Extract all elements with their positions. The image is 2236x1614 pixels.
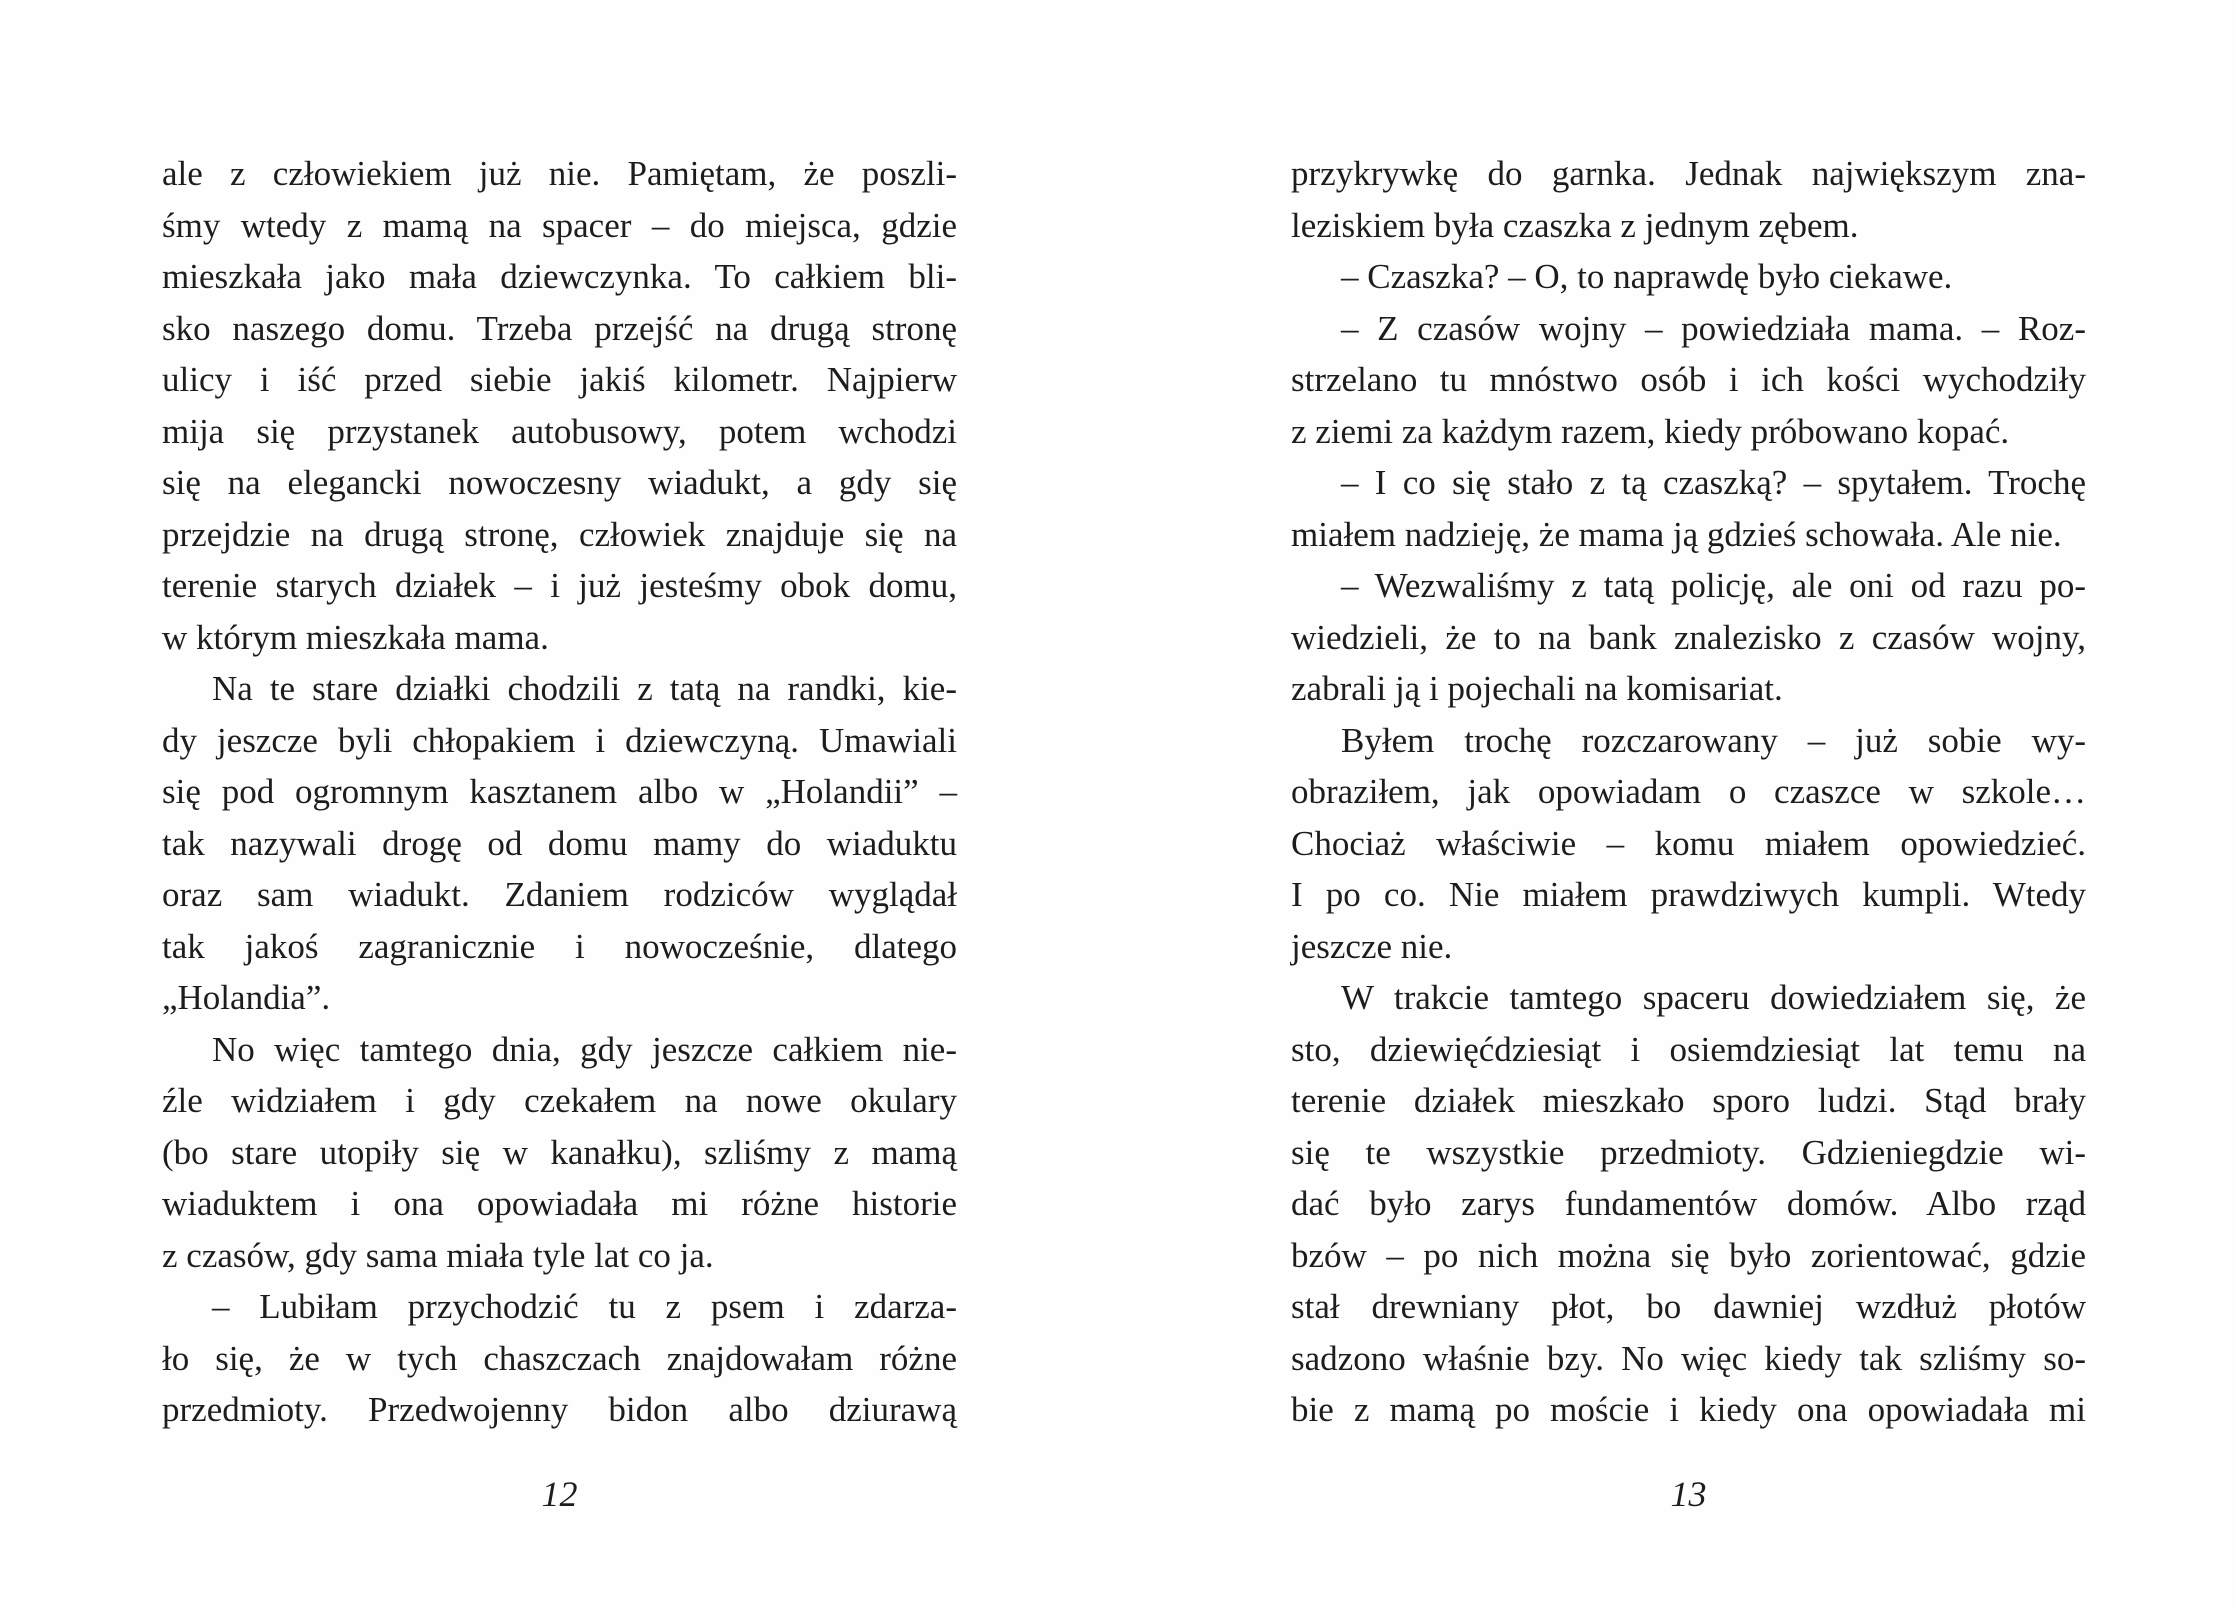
text-line: dać było zarys fundamentów domów. Albo rząd [1291,1184,2086,1223]
text-line: zabrali ją i pojechali na komisariat. [1291,669,1783,708]
text-line: ło się, że w tych chaszczach znajdowałam różne [162,1338,957,1378]
text-line: oraz sam wiadukt. Zdaniem rodziców wyglądał [162,875,957,914]
text-line: z czasów, gdy sama miała tyle lat co ja. [162,1235,714,1275]
text-line: – Lubiłam przychodzić tu z psem i zdarza- [212,1287,957,1326]
text-line: jeszcze nie. [1291,926,1453,966]
text-line: W trakcie tamtego spaceru dowiedziałem się, że [1341,978,2086,1017]
text-line: sko naszego domu. Trzeba przejść na drugą stronę [162,308,957,348]
text-line: „Holandia”. [162,978,331,1017]
text-line: strzelano tu mnóstwo osób i ich kości wychodziły [1291,360,2086,399]
text-line: No więc tamtego dnia, gdy jeszcze całkiem nie- [212,1029,957,1069]
text-line: I po co. Nie miałem prawdziwych kumpli. Wtedy [1291,875,2086,914]
text-line: leziskiem była czaszka z jednym zębem. [1291,205,1859,245]
text-line: Chociaż właściwie – komu miałem opowiedzieć. [1291,823,2086,863]
page-13 [1291,148,2086,1568]
text-line: terenie działek mieszkało sporo ludzi. Stąd brały [1291,1081,2086,1120]
page-12-text-block [162,148,957,1436]
page-number: 12 [541,1474,578,1514]
page-12 [162,148,957,1568]
text-line: tak jakoś zagranicznie i nowocześnie, dlatego [162,926,957,966]
text-line: śmy wtedy z mamą na spacer – do miejsca, gdzie [162,205,957,245]
page-13-text-block [1291,148,2086,1436]
text-line: Na te stare działki chodzili z tatą na randki, kie- [212,669,957,708]
text-line: wiaduktem i ona opowiadała mi różne historie [162,1184,957,1223]
text-line: ale z człowiekiem już nie. Pamiętam, że poszli- [162,154,957,193]
text-line: się na elegancki nowoczesny wiadukt, a gdy się [162,463,957,502]
text-line: dy jeszcze byli chłopakiem i dziewczyną. Umawiali [162,720,957,760]
text-line: przejdzie na drugą stronę, człowiek znajduje się na [162,514,957,554]
text-line: mieszkała jako mała dziewczynka. To całkiem bli- [162,257,957,296]
text-line: wiedzieli, że to na bank znalezisko z czasów wojny, [1291,617,2086,657]
text-line: tak nazywali drogę od domu mamy do wiaduktu [162,823,957,863]
text-line: – Z czasów wojny – powiedziała mama. – Roz- [1341,308,2086,348]
text-line: obraziłem, jak opowiadam o czaszce w szkole… [1291,772,2086,811]
page-number: 13 [1670,1474,1707,1514]
text-line: w którym mieszkała mama. [162,617,549,657]
text-line: bie z mamą po moście i kiedy ona opowiadała mi [1291,1390,2086,1429]
text-line: (bo stare utopiły się w kanałku), szliśmy z mamą [162,1132,957,1172]
text-line: bzów – po nich można się było zorientować, gdzie [1291,1235,2086,1275]
text-line: – Wezwaliśmy z tatą policję, ale oni od razu po- [1341,566,2086,605]
text-line: sto, dziewięćdziesiąt i osiemdziesiąt lat temu na [1291,1029,2086,1069]
text-line: – I co się stało z tą czaszką? – spytałem. Trochę [1341,463,2086,502]
text-line: przedmioty. Przedwojenny bidon albo dziurawą [162,1390,957,1429]
text-line: z ziemi za każdym razem, kiedy próbowano kopać. [1291,411,2010,451]
text-line: sadzono właśnie bzy. No więc kiedy tak szliśmy so- [1291,1338,2086,1378]
text-line: przykrywkę do garnka. Jednak największym zna- [1291,154,2086,193]
text-line: – Czaszka? – O, to naprawdę było ciekawe. [1341,257,1953,296]
text-line: się te wszystkie przedmioty. Gdzieniegdzie wi- [1291,1132,2086,1172]
text-line: terenie starych działek – i już jesteśmy obok domu, [162,566,957,605]
text-line: miałem nadzieję, że mama ją gdzieś schowała. Ale nie. [1291,514,2062,554]
text-line: Byłem trochę rozczarowany – już sobie wy- [1341,720,2086,760]
text-line: ulicy i iść przed siebie jakiś kilometr. Najpierw [162,360,957,399]
text-line: się pod ogromnym kasztanem albo w „Holandii” – [162,772,957,811]
text-line: źle widziałem i gdy czekałem na nowe okulary [162,1081,957,1120]
text-line: stał drewniany płot, bo dawniej wzdłuż płotów [1291,1287,2086,1326]
text-line: mija się przystanek autobusowy, potem wchodzi [162,411,957,451]
